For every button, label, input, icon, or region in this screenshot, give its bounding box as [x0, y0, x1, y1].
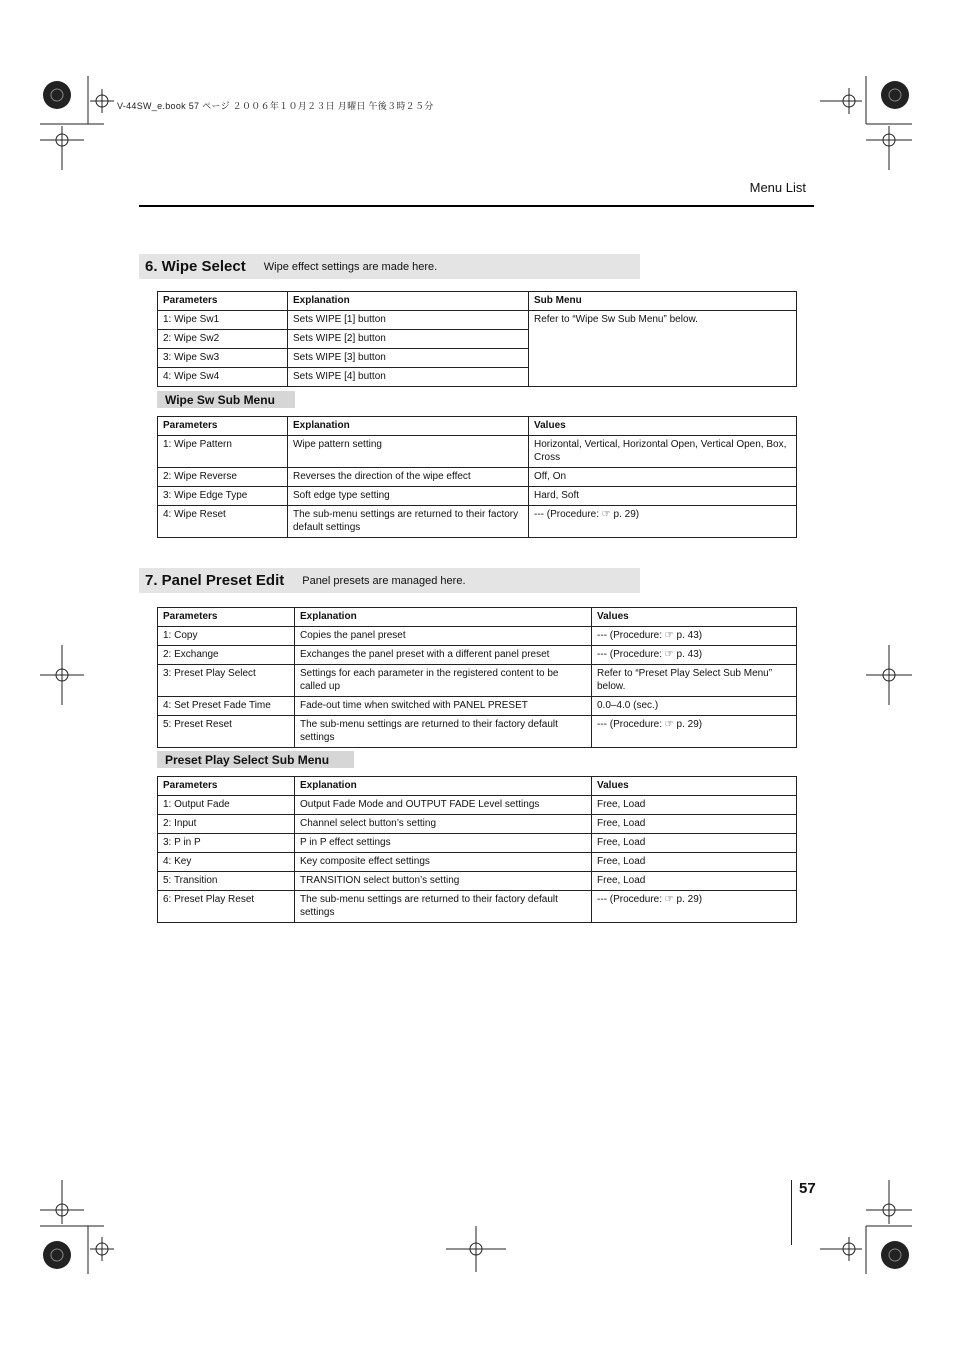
- table-row: [158, 646, 797, 665]
- section-header-wipe-select: [139, 254, 640, 279]
- column-header: Parameters: [158, 292, 288, 311]
- table-row: [158, 627, 797, 646]
- section-description: Panel presets are managed here.: [302, 574, 466, 587]
- explanation-cell: Channel select button’s setting: [295, 815, 592, 834]
- values-cell: Free, Load: [592, 834, 797, 853]
- explanation-cell: The sub-menu settings are returned to their factory default settings: [295, 716, 592, 748]
- parameter-cell: 2: Wipe Sw2: [158, 330, 288, 349]
- parameter-cell: 1: Output Fade: [158, 796, 295, 815]
- section-title: 6. Wipe Select: [145, 258, 246, 275]
- explanation-cell: Output Fade Mode and OUTPUT FADE Level settings: [295, 796, 592, 815]
- parameter-cell: 1: Wipe Pattern: [158, 436, 288, 468]
- wipe-select-table: [157, 291, 797, 387]
- table-row: [158, 468, 797, 487]
- column-header: Explanation: [288, 292, 529, 311]
- explanation-cell: Copies the panel preset: [295, 627, 592, 646]
- table-row: [158, 311, 797, 330]
- table-header-row: [158, 608, 797, 627]
- explanation-cell: TRANSITION select button’s setting: [295, 872, 592, 891]
- values-cell: Off, On: [529, 468, 797, 487]
- explanation-cell: Wipe pattern setting: [288, 436, 529, 468]
- table-row: [158, 796, 797, 815]
- parameter-cell: 3: Wipe Edge Type: [158, 487, 288, 506]
- section-title: 7. Panel Preset Edit: [145, 572, 285, 589]
- parameter-cell: 4: Key: [158, 853, 295, 872]
- table-row: [158, 872, 797, 891]
- parameter-cell: 5: Preset Reset: [158, 716, 295, 748]
- column-header: Sub Menu: [529, 292, 797, 311]
- table-row: [158, 834, 797, 853]
- values-cell: --- (Procedure: ☞ p. 29): [592, 716, 797, 748]
- page-number-rule: [791, 1180, 792, 1245]
- explanation-cell: Reverses the direction of the wipe effect: [288, 468, 529, 487]
- parameter-cell: 3: Wipe Sw3: [158, 349, 288, 368]
- values-cell: Hard, Soft: [529, 487, 797, 506]
- explanation-cell: The sub-menu settings are returned to their factory default settings: [295, 891, 592, 923]
- parameter-cell: 3: P in P: [158, 834, 295, 853]
- values-cell: Free, Load: [592, 796, 797, 815]
- print-header: V-44SW_e.book 57 ページ ２００６年１０月２３日 月曜日 午後３時２５分: [117, 101, 434, 111]
- section-description: Wipe effect settings are made here.: [263, 260, 438, 273]
- explanation-cell: Sets WIPE [3] button: [288, 349, 529, 368]
- parameter-cell: 4: Wipe Sw4: [158, 368, 288, 387]
- table-row: [158, 716, 797, 748]
- values-cell: Free, Load: [592, 853, 797, 872]
- page-number: 57: [799, 1180, 816, 1197]
- parameter-cell: 2: Wipe Reverse: [158, 468, 288, 487]
- table-row: [158, 853, 797, 872]
- sub-header-wipe-sw-sub-menu: Wipe Sw Sub Menu: [157, 391, 295, 408]
- table-row: [158, 815, 797, 834]
- explanation-cell: Soft edge type setting: [288, 487, 529, 506]
- table-row: [158, 665, 797, 697]
- table-row: [158, 697, 797, 716]
- column-header: Explanation: [295, 608, 592, 627]
- parameter-cell: 2: Exchange: [158, 646, 295, 665]
- sub-header-preset-play-select-sub-menu: Preset Play Select Sub Menu: [157, 751, 354, 768]
- explanation-cell: P in P effect settings: [295, 834, 592, 853]
- table-row: [158, 891, 797, 923]
- explanation-cell: Settings for each parameter in the registered content to be called up: [295, 665, 592, 697]
- panel-preset-edit-table: [157, 607, 797, 748]
- column-header: Parameters: [158, 417, 288, 436]
- parameter-cell: 1: Wipe Sw1: [158, 311, 288, 330]
- explanation-cell: Sets WIPE [2] button: [288, 330, 529, 349]
- explanation-cell: Exchanges the panel preset with a different panel preset: [295, 646, 592, 665]
- preset-play-select-sub-menu-table: [157, 776, 797, 923]
- parameter-cell: 4: Set Preset Fade Time: [158, 697, 295, 716]
- section-header-panel-preset-edit: [139, 568, 640, 593]
- column-header: Values: [592, 777, 797, 796]
- explanation-cell: Sets WIPE [4] button: [288, 368, 529, 387]
- table-row: [158, 487, 797, 506]
- wipe-sw-sub-menu-table: [157, 416, 797, 538]
- table-header-row: [158, 417, 797, 436]
- values-cell: Free, Load: [592, 872, 797, 891]
- column-header: Explanation: [295, 777, 592, 796]
- values-cell: --- (Procedure: ☞ p. 43): [592, 646, 797, 665]
- explanation-cell: Fade-out time when switched with PANEL PRESET: [295, 697, 592, 716]
- parameter-cell: 6: Preset Play Reset: [158, 891, 295, 923]
- column-header: Values: [592, 608, 797, 627]
- column-header: Parameters: [158, 777, 295, 796]
- sub-menu-cell: Refer to “Wipe Sw Sub Menu” below.: [529, 311, 797, 387]
- column-header: Parameters: [158, 608, 295, 627]
- table-row: [158, 506, 797, 538]
- parameter-cell: 4: Wipe Reset: [158, 506, 288, 538]
- column-header: Values: [529, 417, 797, 436]
- values-cell: --- (Procedure: ☞ p. 29): [592, 891, 797, 923]
- values-cell: Refer to “Preset Play Select Sub Menu” below.: [592, 665, 797, 697]
- values-cell: 0.0–4.0 (sec.): [592, 697, 797, 716]
- explanation-cell: Key composite effect settings: [295, 853, 592, 872]
- values-cell: --- (Procedure: ☞ p. 43): [592, 627, 797, 646]
- parameter-cell: 3: Preset Play Select: [158, 665, 295, 697]
- column-header: Explanation: [288, 417, 529, 436]
- values-cell: Free, Load: [592, 815, 797, 834]
- header-rule: [139, 205, 814, 207]
- running-head: Menu List: [749, 180, 806, 195]
- values-cell: --- (Procedure: ☞ p. 29): [529, 506, 797, 538]
- parameter-cell: 1: Copy: [158, 627, 295, 646]
- parameter-cell: 5: Transition: [158, 872, 295, 891]
- explanation-cell: Sets WIPE [1] button: [288, 311, 529, 330]
- table-row: [158, 436, 797, 468]
- explanation-cell: The sub-menu settings are returned to their factory default settings: [288, 506, 529, 538]
- parameter-cell: 2: Input: [158, 815, 295, 834]
- table-header-row: [158, 777, 797, 796]
- values-cell: Horizontal, Vertical, Horizontal Open, Vertical Open, Box, Cross: [529, 436, 797, 468]
- table-header-row: [158, 292, 797, 311]
